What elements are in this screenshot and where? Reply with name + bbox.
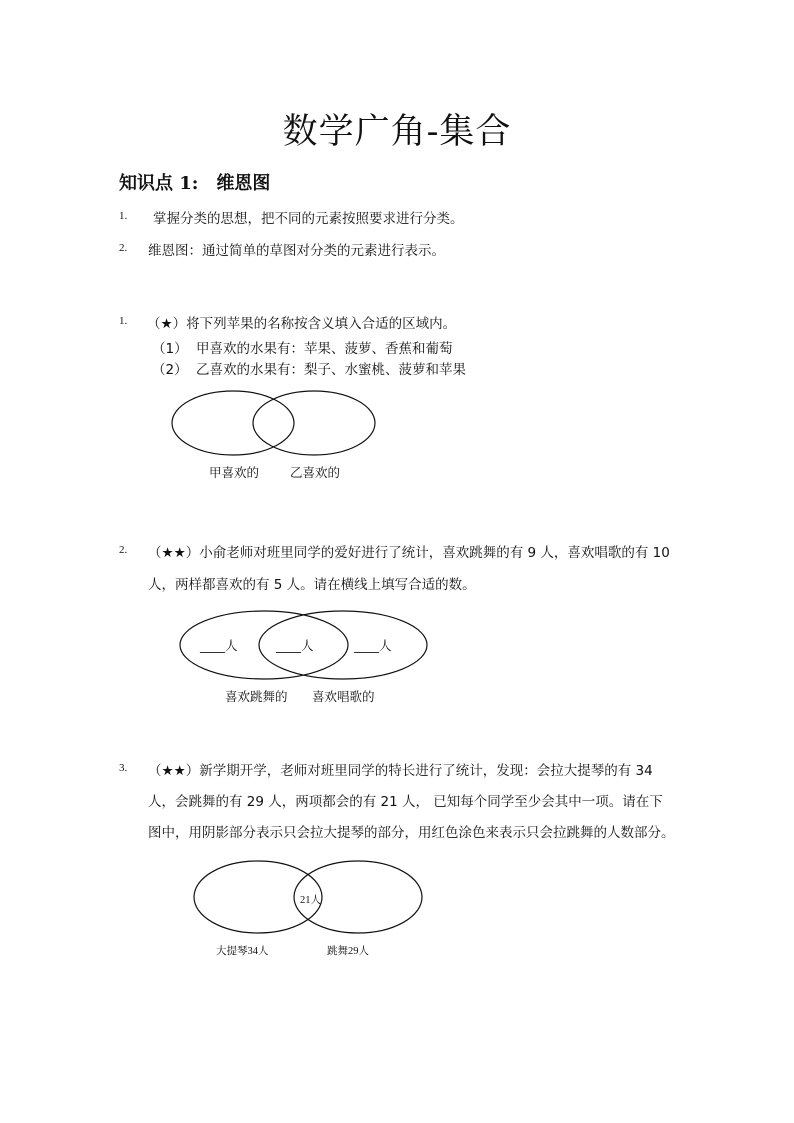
question-number: 2.	[119, 544, 128, 556]
overlap-count: 21人	[300, 895, 321, 906]
sub-item-text: 甲喜欢的水果有：苹果、菠萝、香蕉和葡萄	[196, 341, 453, 357]
venn-circle-right	[253, 391, 375, 455]
question-stem-line3: 图中，用阴影部分表示只会拉大提琴的部分，用红色涂色来表示只会拉跳舞的人数部分。	[148, 825, 675, 841]
venn-label-left: 甲喜欢的	[209, 465, 260, 480]
venn-diagram-q1	[170, 390, 380, 460]
venn-label-right: 跳舞29人	[327, 946, 369, 957]
question-number: 3.	[119, 762, 128, 774]
section-heading	[119, 169, 270, 195]
venn-label-left: 大提琴34人	[216, 946, 269, 957]
page-title: 数学广角-集合	[282, 112, 512, 152]
blank-overlap: ____人	[276, 638, 314, 653]
venn-label-left: 喜欢跳舞的	[225, 689, 288, 704]
sub-item-number: （1）	[152, 341, 188, 357]
venn-circle-left	[172, 391, 294, 455]
section-label: 知识点 1:	[119, 173, 199, 194]
question-stem-line2: 人，会跳舞的有 29 人，两项都会的有 21 人， 已知每个同学至少会其中一项。请在下	[148, 794, 663, 810]
blank-left-only: ____人	[200, 638, 238, 653]
question-stem-line1: （★★）新学期开学，老师对班里同学的特长进行了统计，发现：会拉大提琴的有 34	[148, 763, 653, 779]
question-stem-line1: （★★）小俞老师对班里同学的爱好进行了统计，喜欢跳舞的有 9 人，喜欢唱歌的有 10	[148, 545, 670, 561]
section-name: 维恩图	[216, 173, 271, 194]
question-stem-line2: 人，两样都喜欢的有 5 人。请在横线上填写合适的数。	[148, 577, 476, 593]
point-number: 2.	[119, 242, 128, 254]
sub-item-text: 乙喜欢的水果有：梨子、水蜜桃、菠萝和苹果	[196, 362, 466, 378]
point-text: 掌握分类的思想，把不同的元素按照要求进行分类。	[153, 211, 464, 227]
venn-label-right: 喜欢唱歌的	[312, 689, 375, 704]
venn-label-right: 乙喜欢的	[290, 465, 341, 480]
point-text: 维恩图：通过简单的草图对分类的元素进行表示。	[148, 243, 445, 259]
point-number: 1.	[119, 210, 128, 222]
sub-item-number: （2）	[152, 362, 188, 378]
question-stem: （★）将下列苹果的名称按含义填入合适的区域内。	[147, 316, 457, 332]
blank-right-only: ____人	[354, 638, 392, 653]
question-number: 1.	[119, 315, 128, 327]
